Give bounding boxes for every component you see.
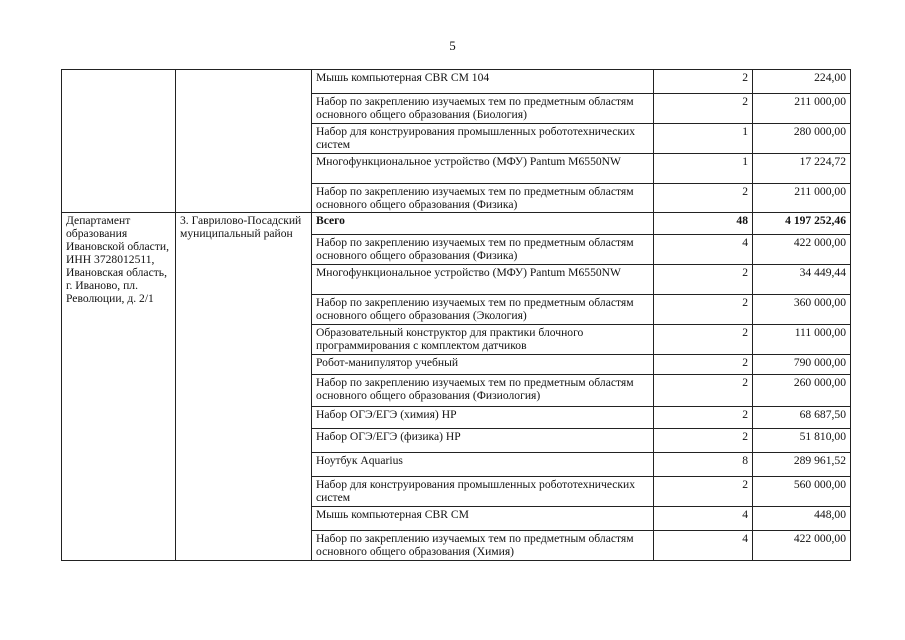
item-sum: 790 000,00	[753, 355, 851, 375]
item-sum: 224,00	[753, 70, 851, 94]
item-quantity: 2	[654, 295, 753, 325]
page-number: 5	[449, 38, 456, 53]
item-name: Многофункциональное устройство (МФУ) Pantum M6550NW	[312, 154, 654, 184]
item-name: Робот-манипулятор учебный	[312, 355, 654, 375]
item-name: Образовательный конструктор для практики блочного программирования с комплектом датчиков	[312, 325, 654, 355]
item-sum: 17 224,72	[753, 154, 851, 184]
item-quantity: 2	[654, 325, 753, 355]
item-name: Набор ОГЭ/ЕГЭ (химия) HP	[312, 407, 654, 429]
item-sum: 68 687,50	[753, 407, 851, 429]
department-cell: Департамент образования Ивановской области, ИНН 3728012511, Ивановская область, г. Иваново, пл. Революции, д. 2/1	[62, 213, 176, 561]
item-sum: 260 000,00	[753, 375, 851, 407]
item-sum: 360 000,00	[753, 295, 851, 325]
item-sum: 289 961,52	[753, 453, 851, 477]
item-sum: 280 000,00	[753, 124, 851, 154]
item-sum: 422 000,00	[753, 531, 851, 561]
item-sum: 111 000,00	[753, 325, 851, 355]
item-quantity: 2	[654, 355, 753, 375]
item-sum: 422 000,00	[753, 235, 851, 265]
item-quantity: 2	[654, 184, 753, 213]
item-quantity: 2	[654, 70, 753, 94]
item-name: Набор по закреплению изучаемых тем по предметным областям основного общего образования (Экология)	[312, 295, 654, 325]
item-quantity: 2	[654, 375, 753, 407]
total-row	[62, 213, 851, 235]
item-name: Набор по закреплению изучаемых тем по предметным областям основного общего образования (Физика)	[312, 235, 654, 265]
item-quantity: 2	[654, 94, 753, 124]
item-name: Многофункциональное устройство (МФУ) Pantum M6550NW	[312, 265, 654, 295]
item-quantity: 2	[654, 265, 753, 295]
total-label: Всего	[312, 213, 654, 235]
item-quantity: 8	[654, 453, 753, 477]
item-name: Мышь компьютерная CBR CM 104	[312, 70, 654, 94]
item-sum: 560 000,00	[753, 477, 851, 507]
item-quantity: 4	[654, 507, 753, 531]
item-sum: 448,00	[753, 507, 851, 531]
item-sum: 51 810,00	[753, 429, 851, 453]
item-name: Ноутбук Aquarius	[312, 453, 654, 477]
item-name: Набор для конструирования промышленных робототехнических систем	[312, 477, 654, 507]
item-name: Набор по закреплению изучаемых тем по предметным областям основного общего образования (Физиология)	[312, 375, 654, 407]
item-sum: 34 449,44	[753, 265, 851, 295]
item-name: Набор по закреплению изучаемых тем по предметным областям основного общего образования (Физика)	[312, 184, 654, 213]
item-quantity: 1	[654, 154, 753, 184]
item-quantity: 4	[654, 531, 753, 561]
municipality-cell	[176, 70, 312, 213]
equipment-table	[61, 69, 851, 561]
department-cell	[62, 70, 176, 213]
item-quantity: 2	[654, 407, 753, 429]
item-sum: 211 000,00	[753, 184, 851, 213]
item-name: Набор для конструирования промышленных робототехнических систем	[312, 124, 654, 154]
table-row	[62, 70, 851, 94]
total-sum: 4 197 252,46	[753, 213, 851, 235]
total-quantity: 48	[654, 213, 753, 235]
municipality-cell: 3. Гаврилово-Посадский муниципальный район	[176, 213, 312, 561]
item-quantity: 2	[654, 429, 753, 453]
item-sum: 211 000,00	[753, 94, 851, 124]
item-quantity: 1	[654, 124, 753, 154]
item-name: Набор по закреплению изучаемых тем по предметным областям основного общего образования (Биология)	[312, 94, 654, 124]
item-quantity: 2	[654, 477, 753, 507]
item-name: Набор по закреплению изучаемых тем по предметным областям основного общего образования (Химия)	[312, 531, 654, 561]
item-name: Мышь компьютерная CBR CM	[312, 507, 654, 531]
item-quantity: 4	[654, 235, 753, 265]
item-name: Набор ОГЭ/ЕГЭ (физика) HP	[312, 429, 654, 453]
